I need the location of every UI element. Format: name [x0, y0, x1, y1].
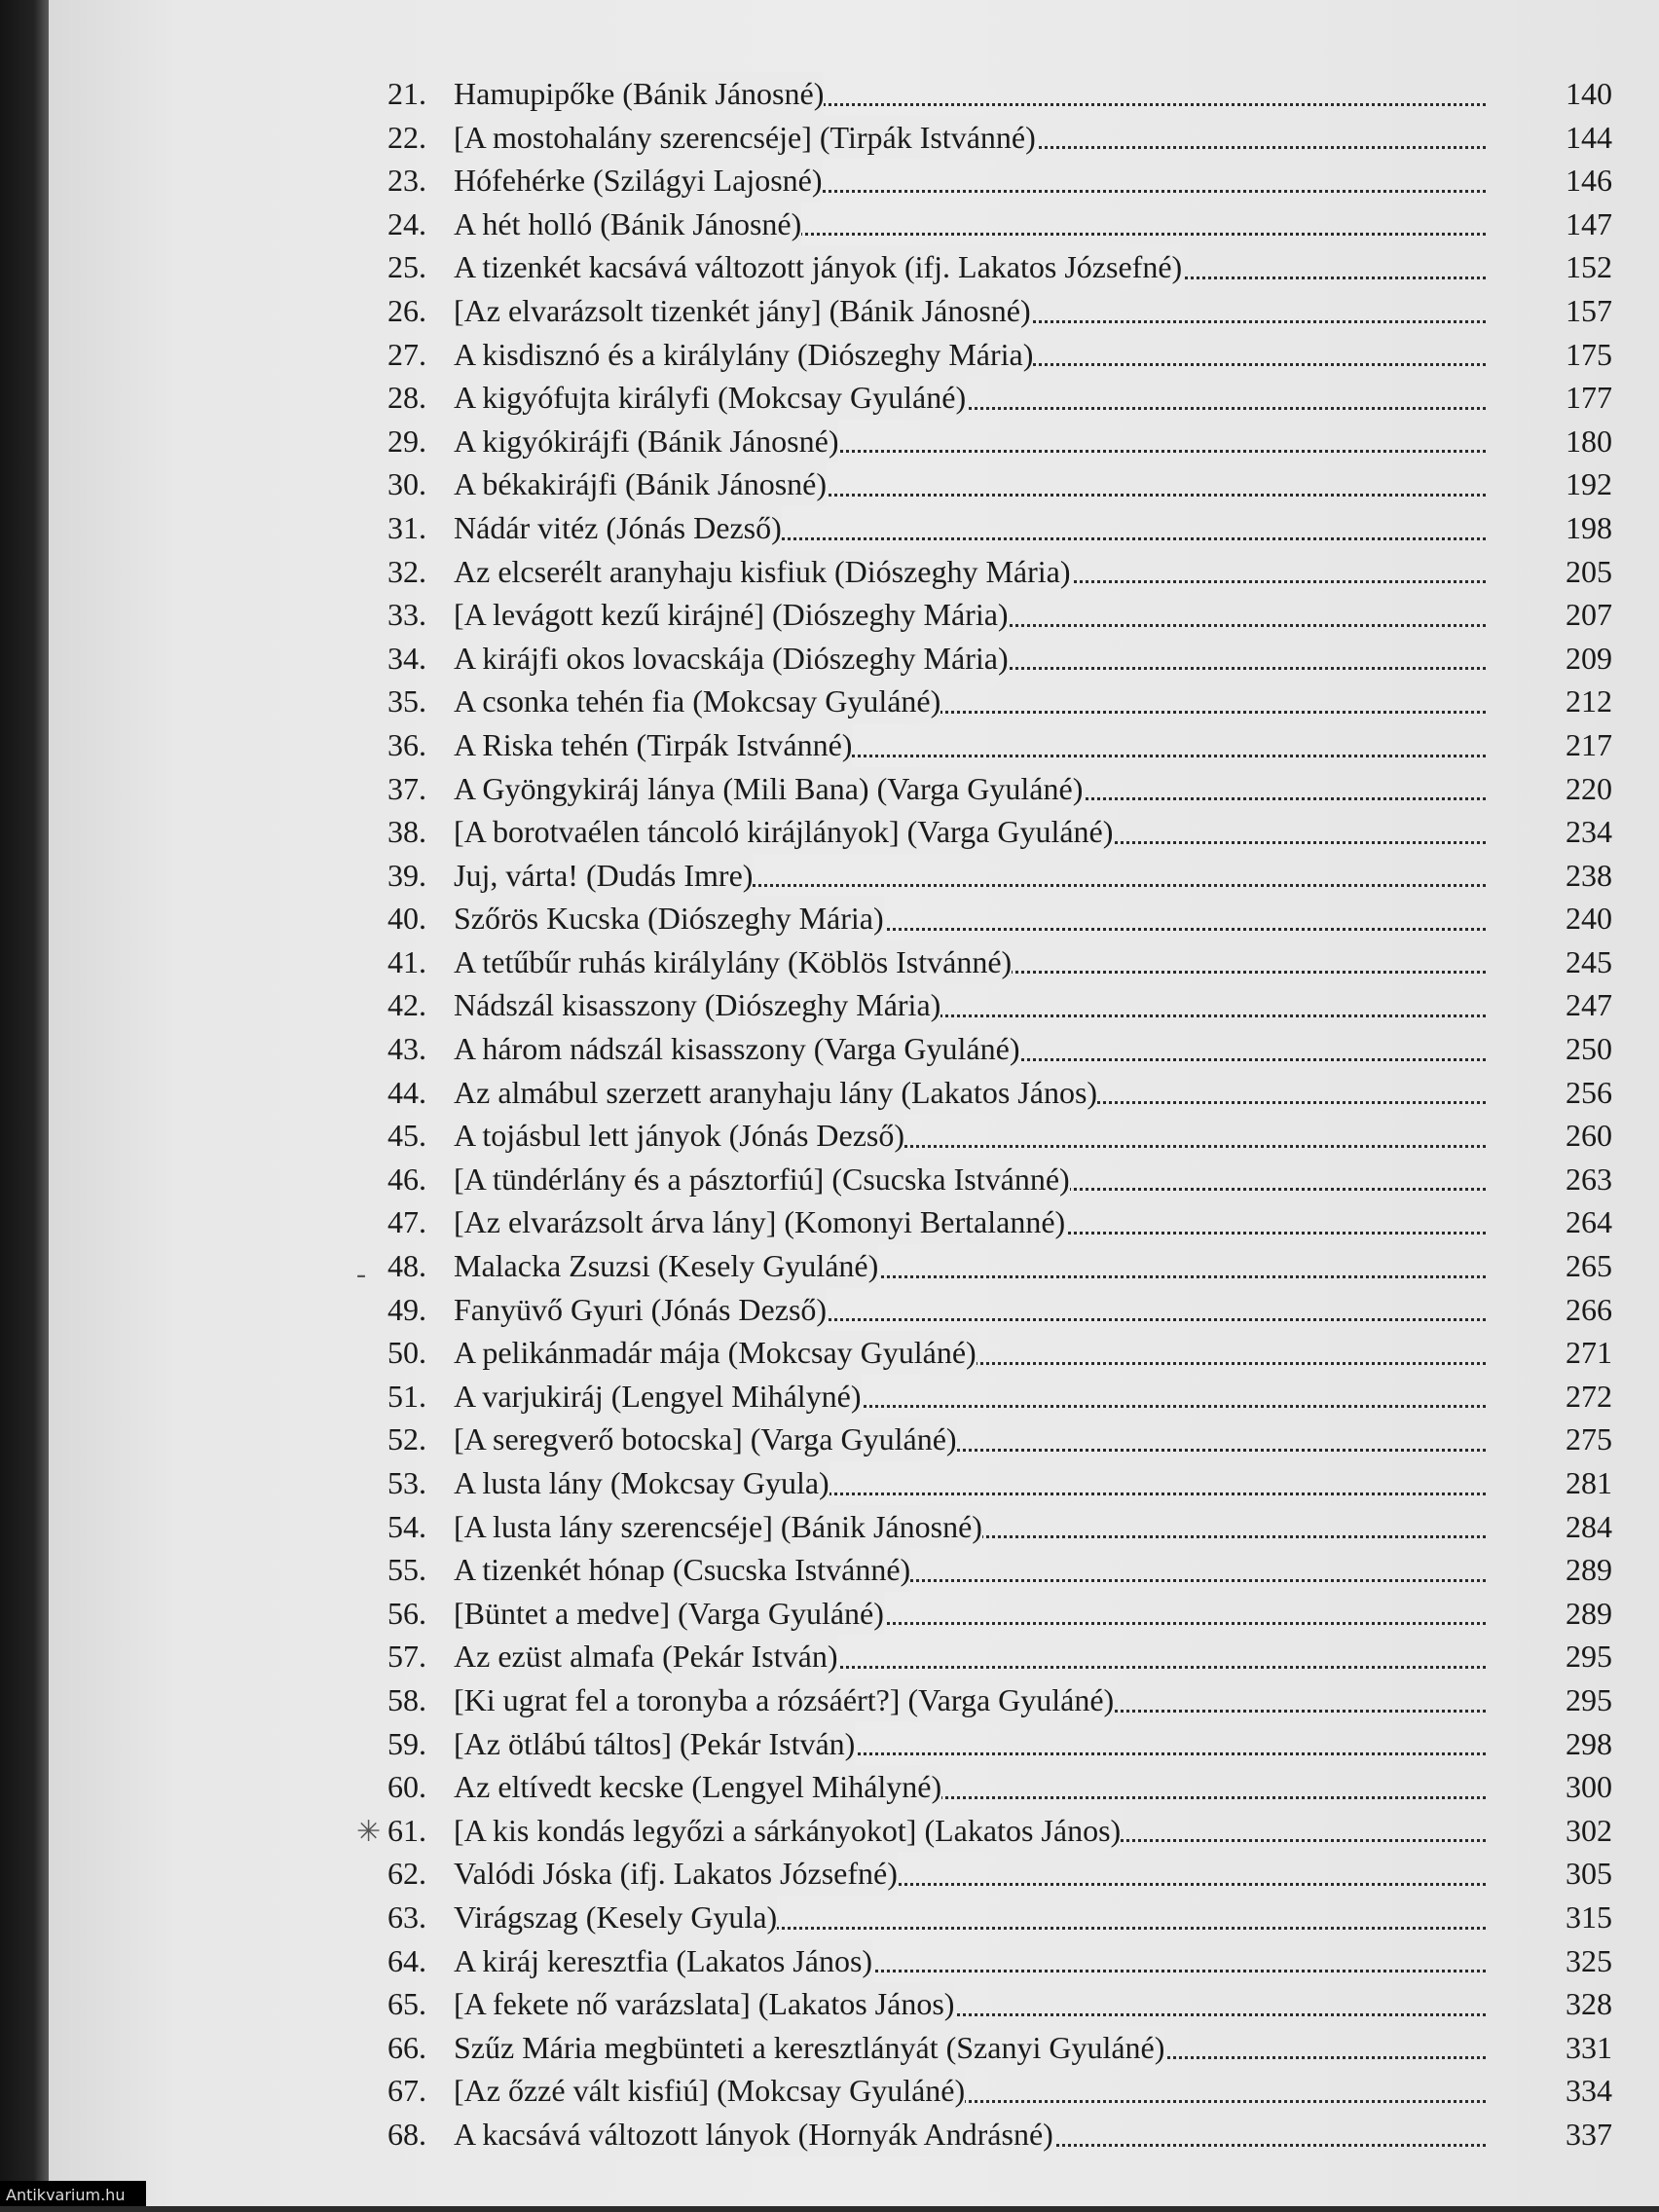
- entry-title-with-leader: [454, 1982, 1486, 2026]
- entry-page-number: 245: [1566, 943, 1612, 979]
- entry-page-number: 275: [1566, 1421, 1612, 1457]
- entry-title: Az almábul szerzett aranyhaju lány (Lakatos János): [454, 1071, 1097, 1115]
- entry-title: A tizenkét hónap (Csucska Istvánné): [454, 1548, 910, 1592]
- entry-title-with-leader: [454, 1548, 1486, 1592]
- entry-title: A lusta lány (Mokcsay Gyula): [454, 1461, 830, 1505]
- toc-entry: [387, 1418, 1612, 1461]
- toc-entry: [387, 810, 1612, 854]
- entry-number: 54.: [387, 1508, 426, 1544]
- toc-entry: [387, 420, 1612, 463]
- entry-page-number: 266: [1566, 1291, 1612, 1327]
- entry-title-with-leader: [454, 637, 1486, 681]
- entry-number: 56.: [387, 1595, 426, 1631]
- entry-number: 58.: [387, 1681, 426, 1717]
- entry-page-number: 289: [1566, 1552, 1612, 1588]
- entry-page-number: 260: [1566, 1118, 1612, 1154]
- entry-title-with-leader: [454, 1635, 1486, 1678]
- entry-number: 30.: [387, 466, 426, 502]
- entry-title: Nádszál kisasszony (Diószeghy Mária): [454, 983, 940, 1027]
- entry-number: 48.: [387, 1248, 426, 1284]
- entry-page-number: 328: [1566, 1986, 1612, 2022]
- entry-number: 24.: [387, 205, 426, 241]
- toc-entry: [387, 1722, 1612, 1766]
- margin-star-icon: ✳: [356, 1816, 382, 1848]
- toc-entry: [387, 289, 1612, 333]
- entry-title-with-leader: [454, 1200, 1486, 1244]
- entry-title: A csonka tehén fia (Mokcsay Gyuláné): [454, 680, 940, 723]
- entry-title-with-leader: [454, 1158, 1486, 1201]
- entry-title-with-leader: [454, 593, 1486, 637]
- entry-title: A kacsává változott lányok (Hornyák Andrásné): [454, 2113, 1053, 2157]
- entry-title: Malacka Zsuzsi (Kesely Gyuláné): [454, 1244, 878, 1288]
- entry-number: 40.: [387, 901, 426, 937]
- entry-number: 47.: [387, 1204, 426, 1240]
- toc-entry: [387, 1939, 1612, 1983]
- entry-number: 59.: [387, 1725, 426, 1761]
- entry-number: 27.: [387, 336, 426, 372]
- toc-entry: [387, 1896, 1612, 1939]
- toc-entry: [387, 159, 1612, 203]
- entry-title-with-leader: [454, 1896, 1486, 1939]
- entry-page-number: 177: [1566, 380, 1612, 416]
- entry-title-with-leader: [454, 1244, 1486, 1288]
- entry-number: 37.: [387, 770, 426, 806]
- entry-title-with-leader: [454, 72, 1486, 116]
- entry-title-with-leader: [454, 1939, 1486, 1983]
- entry-title: Szűz Mária megbünteti a keresztlányát (Szanyi Gyuláné): [454, 2026, 1164, 2070]
- entry-title-with-leader: [454, 376, 1486, 420]
- toc-entry: [387, 1331, 1612, 1375]
- entry-title-with-leader: [454, 1505, 1486, 1549]
- entry-number: 36.: [387, 726, 426, 762]
- entry-title-with-leader: [454, 2113, 1486, 2157]
- toc-entry: [387, 376, 1612, 420]
- entry-title-with-leader: [454, 1678, 1486, 1722]
- entry-page-number: 146: [1566, 163, 1612, 199]
- entry-title: Virágszag (Kesely Gyula): [454, 1896, 777, 1939]
- entry-title-with-leader: [454, 810, 1486, 854]
- toc-entry: [387, 897, 1612, 940]
- entry-number: 64.: [387, 1942, 426, 1978]
- entry-title: [A mostohalány szerencséje] (Tirpák Istvánné): [454, 116, 1036, 160]
- entry-title: A kiráj keresztfia (Lakatos János): [454, 1939, 872, 1983]
- entry-page-number: 212: [1566, 683, 1612, 719]
- entry-title-with-leader: [454, 767, 1486, 811]
- toc-entry: [387, 1200, 1612, 1244]
- entry-title: A kisdisznó és a királylány (Diószeghy Mária): [454, 333, 1033, 377]
- entry-title: [Az elvarázsolt árva lány] (Komonyi Bertalanné): [454, 1200, 1065, 1244]
- toc-entry: [387, 245, 1612, 289]
- toc-entry: [387, 2113, 1612, 2157]
- entry-page-number: 331: [1566, 2029, 1612, 2065]
- entry-title: [A kis kondás legyőzi a sárkányokot] (Lakatos János): [454, 1809, 1121, 1853]
- toc-entry: [387, 506, 1612, 550]
- table-of-contents: [387, 72, 1612, 2157]
- entry-title: Nádár vitéz (Jónás Dezső): [454, 506, 782, 550]
- entry-number: 67.: [387, 2073, 426, 2109]
- entry-title: [A lusta lány szerencséje] (Bánik Jánosné): [454, 1505, 982, 1549]
- entry-title: Fanyüvő Gyuri (Jónás Dezső): [454, 1288, 827, 1332]
- toc-entry: [387, 1505, 1612, 1549]
- entry-number: 39.: [387, 857, 426, 893]
- entry-number: 63.: [387, 1899, 426, 1935]
- entry-title-with-leader: [454, 1375, 1486, 1419]
- toc-entry: [387, 1027, 1612, 1071]
- entry-page-number: 295: [1566, 1681, 1612, 1717]
- entry-title-with-leader: [454, 1288, 1486, 1332]
- entry-page-number: 157: [1566, 292, 1612, 328]
- entry-title-with-leader: [454, 1722, 1486, 1766]
- toc-entry: [387, 1071, 1612, 1115]
- toc-entry: [387, 1288, 1612, 1332]
- entry-title-with-leader: [454, 420, 1486, 463]
- entry-title-with-leader: [454, 1418, 1486, 1461]
- entry-page-number: 337: [1566, 2116, 1612, 2152]
- entry-page-number: 180: [1566, 423, 1612, 459]
- entry-number: 68.: [387, 2116, 426, 2152]
- entry-number: 55.: [387, 1552, 426, 1588]
- entry-number: 66.: [387, 2029, 426, 2065]
- entry-title-with-leader: [454, 1461, 1486, 1505]
- entry-title-with-leader: [454, 245, 1486, 289]
- entry-page-number: 144: [1566, 119, 1612, 155]
- entry-title: A tojásbul lett jányok (Jónás Dezső): [454, 1114, 904, 1158]
- entry-title: [A tündérlány és a pásztorfiú] (Csucska Istvánné): [454, 1158, 1070, 1201]
- toc-entry: [387, 2069, 1612, 2113]
- entry-number: 23.: [387, 163, 426, 199]
- entry-title-with-leader: [454, 1592, 1486, 1636]
- entry-number: 60.: [387, 1769, 426, 1805]
- entry-title: Valódi Jóska (ifj. Lakatos Józsefné): [454, 1852, 898, 1896]
- entry-page-number: 315: [1566, 1899, 1612, 1935]
- entry-title-with-leader: [454, 723, 1486, 767]
- entry-title-with-leader: [454, 333, 1486, 377]
- toc-entry: [387, 2026, 1612, 2070]
- entry-page-number: 302: [1566, 1812, 1612, 1848]
- entry-page-number: 272: [1566, 1378, 1612, 1414]
- entry-title: A pelikánmadár mája (Mokcsay Gyuláné): [454, 1331, 977, 1375]
- entry-title-with-leader: [454, 1809, 1486, 1853]
- entry-page-number: 298: [1566, 1725, 1612, 1761]
- entry-number: 33.: [387, 597, 426, 633]
- entry-page-number: 325: [1566, 1942, 1612, 1978]
- entry-number: 32.: [387, 553, 426, 589]
- entry-title-with-leader: [454, 2069, 1486, 2113]
- toc-entry: [387, 462, 1612, 506]
- entry-page-number: 305: [1566, 1856, 1612, 1892]
- entry-page-number: 238: [1566, 857, 1612, 893]
- entry-title: A tetűbűr ruhás királylány (Köblös Istvánné): [454, 940, 1012, 984]
- toc-entry: [387, 1375, 1612, 1419]
- entry-title-with-leader: [454, 940, 1486, 984]
- toc-entry: [387, 1114, 1612, 1158]
- entry-title: [A borotvaélen táncoló kirájlányok] (Varga Gyuláné): [454, 810, 1113, 854]
- entry-title: A hét holló (Bánik Jánosné): [454, 203, 801, 246]
- entry-page-number: 256: [1566, 1074, 1612, 1110]
- book-binding-edge: [0, 0, 49, 2212]
- entry-page-number: 281: [1566, 1465, 1612, 1500]
- toc-entry: [387, 983, 1612, 1027]
- entry-title: Hófehérke (Szilágyi Lajosné): [454, 159, 823, 203]
- toc-entry: [387, 854, 1612, 898]
- toc-entry: [387, 723, 1612, 767]
- bottom-edge: [0, 2206, 1659, 2212]
- margin-dash: ‐: [356, 1258, 366, 1290]
- entry-number: 35.: [387, 683, 426, 719]
- entry-title-with-leader: [454, 506, 1486, 550]
- toc-entry: [387, 333, 1612, 377]
- entry-page-number: 220: [1566, 770, 1612, 806]
- entry-title: Hamupipőke (Bánik Jánosné): [454, 72, 824, 116]
- entry-title: [Az ötlábú táltos] (Pekár István): [454, 1722, 855, 1766]
- entry-title-with-leader: [454, 550, 1486, 594]
- entry-title: [Büntet a medve] (Varga Gyuláné): [454, 1592, 884, 1636]
- entry-page-number: 152: [1566, 249, 1612, 285]
- entry-page-number: 289: [1566, 1595, 1612, 1631]
- entry-title-with-leader: [454, 1071, 1486, 1115]
- entry-title: A varjukiráj (Lengyel Mihályné): [454, 1375, 862, 1419]
- entry-page-number: 192: [1566, 466, 1612, 502]
- entry-number: 65.: [387, 1986, 426, 2022]
- entry-page-number: 265: [1566, 1248, 1612, 1284]
- toc-entry: [387, 1244, 1612, 1288]
- entry-title-with-leader: [454, 462, 1486, 506]
- toc-entry: [387, 767, 1612, 811]
- entry-title-with-leader: [454, 680, 1486, 723]
- toc-entry: [387, 1461, 1612, 1505]
- entry-page-number: 209: [1566, 640, 1612, 676]
- entry-number: 31.: [387, 509, 426, 545]
- entry-title: A kigyófujta királyfi (Mokcsay Gyuláné): [454, 376, 966, 420]
- toc-entry: [387, 1852, 1612, 1896]
- entry-title: Az ezüst almafa (Pekár István): [454, 1635, 837, 1678]
- entry-number: 45.: [387, 1118, 426, 1154]
- entry-number: 25.: [387, 249, 426, 285]
- toc-entry: [387, 550, 1612, 594]
- entry-title: A Riska tehén (Tirpák Istvánné): [454, 723, 852, 767]
- entry-page-number: 284: [1566, 1508, 1612, 1544]
- entry-page-number: 147: [1566, 205, 1612, 241]
- entry-title: [A seregverő botocska] (Varga Gyuláné): [454, 1418, 957, 1461]
- entry-number: 41.: [387, 943, 426, 979]
- entry-title: A kigyókirájfi (Bánik Jánosné): [454, 420, 838, 463]
- entry-title-with-leader: [454, 1027, 1486, 1071]
- entry-number: 49.: [387, 1291, 426, 1327]
- entry-title-with-leader: [454, 203, 1486, 246]
- entry-number: 62.: [387, 1856, 426, 1892]
- toc-entry: [387, 680, 1612, 723]
- entry-title: A Gyöngykiráj lánya (Mili Bana) (Varga Gyuláné): [454, 767, 1083, 811]
- toc-entry: [387, 593, 1612, 637]
- watermark: Antikvarium.hu: [0, 2181, 146, 2210]
- entry-number: 52.: [387, 1421, 426, 1457]
- toc-entry: [387, 1678, 1612, 1722]
- entry-number: 43.: [387, 1031, 426, 1067]
- toc-entry: [387, 1982, 1612, 2026]
- entry-title-with-leader: [454, 2026, 1486, 2070]
- entry-number: 22.: [387, 119, 426, 155]
- toc-entry: [387, 1765, 1612, 1809]
- entry-page-number: 234: [1566, 814, 1612, 850]
- entry-title-with-leader: [454, 289, 1486, 333]
- toc-entry: [387, 203, 1612, 246]
- entry-title-with-leader: [454, 1852, 1486, 1896]
- entry-title: [Az elvarázsolt tizenkét jány] (Bánik Jánosné): [454, 289, 1031, 333]
- entry-number: 57.: [387, 1639, 426, 1675]
- entry-page-number: 264: [1566, 1204, 1612, 1240]
- entry-page-number: 140: [1566, 76, 1612, 111]
- toc-entry: [387, 1158, 1612, 1201]
- entry-number: 53.: [387, 1465, 426, 1500]
- entry-page-number: 334: [1566, 2073, 1612, 2109]
- entry-title-with-leader: [454, 1331, 1486, 1375]
- entry-number: 61.: [387, 1812, 426, 1848]
- entry-page-number: 263: [1566, 1161, 1612, 1197]
- entry-page-number: 250: [1566, 1031, 1612, 1067]
- entry-title-with-leader: [454, 983, 1486, 1027]
- entry-page-number: 300: [1566, 1769, 1612, 1805]
- entry-number: 29.: [387, 423, 426, 459]
- entry-number: 50.: [387, 1335, 426, 1371]
- toc-entry: [387, 116, 1612, 160]
- entry-title: A kirájfi okos lovacskája (Diószeghy Mária): [454, 637, 1009, 681]
- toc-entry: [387, 637, 1612, 681]
- entry-number: 26.: [387, 292, 426, 328]
- entry-title: [Az őzzé vált kisfiú] (Mokcsay Gyuláné): [454, 2069, 965, 2113]
- toc-entry: [387, 1809, 1612, 1853]
- entry-title-with-leader: [454, 116, 1486, 160]
- toc-entry: [387, 940, 1612, 984]
- entry-title-with-leader: [454, 1114, 1486, 1158]
- entry-page-number: 240: [1566, 901, 1612, 937]
- toc-entry: [387, 1635, 1612, 1678]
- entry-title: A békakirájfi (Bánik Jánosné): [454, 462, 827, 506]
- entry-number: 51.: [387, 1378, 426, 1414]
- entry-page-number: 217: [1566, 726, 1612, 762]
- toc-entry: [387, 1548, 1612, 1592]
- entry-page-number: 175: [1566, 336, 1612, 372]
- entry-title: [Ki ugrat fel a toronyba a rózsáért?] (Varga Gyuláné): [454, 1678, 1114, 1722]
- entry-number: 34.: [387, 640, 426, 676]
- entry-number: 42.: [387, 987, 426, 1023]
- entry-number: 46.: [387, 1161, 426, 1197]
- entry-number: 28.: [387, 380, 426, 416]
- entry-title-with-leader: [454, 897, 1486, 940]
- entry-title: [A levágott kezű kirájné] (Diószeghy Mária): [454, 593, 1009, 637]
- toc-entry: [387, 72, 1612, 116]
- entry-page-number: 295: [1566, 1639, 1612, 1675]
- entry-number: 38.: [387, 814, 426, 850]
- entry-title: [A fekete nő varázslata] (Lakatos János): [454, 1982, 954, 2026]
- entry-page-number: 247: [1566, 987, 1612, 1023]
- entry-number: 44.: [387, 1074, 426, 1110]
- entry-title: A tizenkét kacsává változott jányok (ifj. Lakatos Józsefné): [454, 245, 1182, 289]
- toc-entry: [387, 1592, 1612, 1636]
- entry-title-with-leader: [454, 159, 1486, 203]
- entry-title: Az eltívedt kecske (Lengyel Mihályné): [454, 1765, 941, 1809]
- entry-title: A három nádszál kisasszony (Varga Gyuláné): [454, 1027, 1019, 1071]
- entry-page-number: 207: [1566, 597, 1612, 633]
- entry-title: Juj, várta! (Dudás Imre): [454, 854, 753, 898]
- entry-number: 21.: [387, 76, 426, 111]
- entry-title-with-leader: [454, 1765, 1486, 1809]
- entry-title-with-leader: [454, 854, 1486, 898]
- entry-page-number: 205: [1566, 553, 1612, 589]
- entry-page-number: 198: [1566, 509, 1612, 545]
- entry-page-number: 271: [1566, 1335, 1612, 1371]
- entry-title: Szőrös Kucska (Diószeghy Mária): [454, 897, 884, 940]
- entry-title: Az elcserélt aranyhaju kisfiuk (Diószeghy Mária): [454, 550, 1071, 594]
